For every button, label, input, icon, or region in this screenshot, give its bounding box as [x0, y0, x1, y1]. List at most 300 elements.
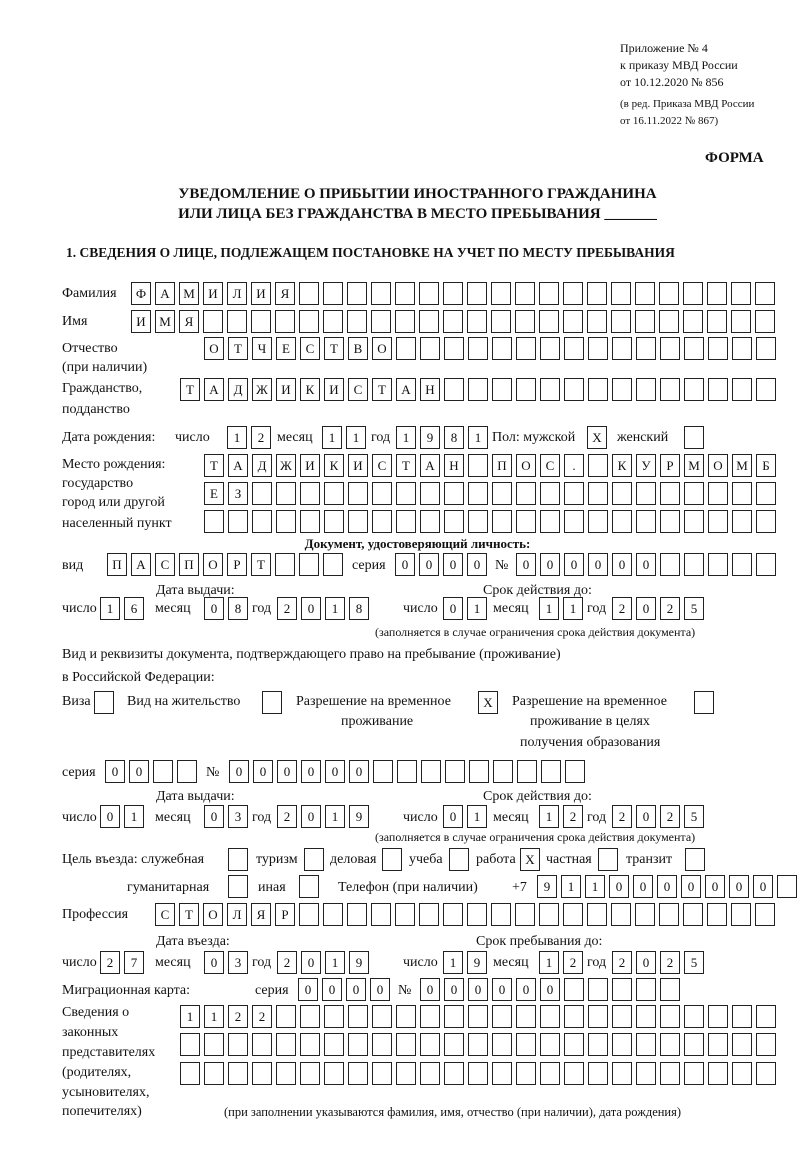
char-box[interactable] [707, 282, 727, 305]
char-box[interactable]: Я [275, 282, 295, 305]
char-box[interactable] [588, 1062, 608, 1085]
id-series-field[interactable] [395, 553, 487, 576]
char-box[interactable]: 1 [180, 1005, 200, 1028]
edu-permit-checkbox[interactable] [694, 691, 714, 714]
char-box[interactable] [517, 760, 537, 783]
residence-checkbox[interactable] [262, 691, 282, 714]
char-box[interactable]: 2 [277, 597, 297, 620]
char-box[interactable] [540, 510, 560, 533]
char-box[interactable] [539, 282, 559, 305]
char-box[interactable] [177, 760, 197, 783]
char-box[interactable] [300, 510, 320, 533]
char-box[interactable] [348, 510, 368, 533]
purpose-transit-checkbox[interactable] [685, 848, 705, 871]
char-box[interactable] [396, 1005, 416, 1028]
char-box[interactable] [372, 1005, 392, 1028]
char-box[interactable] [636, 978, 656, 1001]
char-box[interactable]: Т [180, 378, 200, 401]
char-box[interactable] [732, 553, 752, 576]
char-box[interactable] [467, 903, 487, 926]
char-box[interactable] [396, 482, 416, 505]
char-box[interactable] [444, 378, 464, 401]
char-box[interactable] [491, 903, 511, 926]
char-box[interactable] [180, 1062, 200, 1085]
char-box[interactable] [588, 454, 608, 477]
char-box[interactable]: 2 [228, 1005, 248, 1028]
char-box[interactable] [299, 875, 319, 898]
char-box[interactable] [299, 282, 319, 305]
char-box[interactable]: 0 [516, 978, 536, 1001]
char-box[interactable] [420, 1062, 440, 1085]
char-box[interactable]: 0 [753, 875, 773, 898]
char-box[interactable] [684, 1062, 704, 1085]
char-box[interactable] [708, 1033, 728, 1056]
char-box[interactable] [540, 482, 560, 505]
char-box[interactable]: 6 [124, 597, 144, 620]
char-box[interactable] [612, 482, 632, 505]
char-box[interactable] [324, 1033, 344, 1056]
char-box[interactable] [660, 1005, 680, 1028]
char-box[interactable] [396, 1062, 416, 1085]
char-box[interactable] [516, 1005, 536, 1028]
char-box[interactable] [755, 282, 775, 305]
char-box[interactable] [731, 903, 751, 926]
char-box[interactable] [204, 510, 224, 533]
char-box[interactable]: С [155, 553, 175, 576]
char-box[interactable]: 1 [468, 426, 488, 449]
char-box[interactable] [732, 1062, 752, 1085]
char-box[interactable] [323, 310, 343, 333]
birth-day-field[interactable] [227, 426, 271, 449]
char-box[interactable]: . [564, 454, 584, 477]
purpose-tourism-checkbox[interactable] [304, 848, 324, 871]
char-box[interactable] [588, 482, 608, 505]
char-box[interactable]: И [300, 454, 320, 477]
char-box[interactable]: М [179, 282, 199, 305]
char-box[interactable]: 0 [612, 553, 632, 576]
char-box[interactable] [300, 1005, 320, 1028]
name-field[interactable] [131, 310, 775, 333]
char-box[interactable]: С [300, 337, 320, 360]
char-box[interactable]: 2 [563, 951, 583, 974]
char-box[interactable]: 1 [561, 875, 581, 898]
char-box[interactable] [153, 760, 173, 783]
char-box[interactable] [419, 282, 439, 305]
char-box[interactable]: 1 [539, 805, 559, 828]
char-box[interactable] [756, 553, 776, 576]
char-box[interactable] [731, 282, 751, 305]
char-box[interactable] [324, 1005, 344, 1028]
char-box[interactable]: 0 [301, 597, 321, 620]
char-box[interactable]: А [204, 378, 224, 401]
char-box[interactable]: 0 [467, 553, 487, 576]
char-box[interactable]: О [203, 903, 223, 926]
char-box[interactable]: К [612, 454, 632, 477]
char-box[interactable] [777, 875, 797, 898]
char-box[interactable] [372, 1062, 392, 1085]
char-box[interactable] [444, 1062, 464, 1085]
char-box[interactable]: 0 [492, 978, 512, 1001]
char-box[interactable] [419, 903, 439, 926]
char-box[interactable]: 0 [204, 951, 224, 974]
permit-issue-day-field[interactable] [100, 805, 144, 828]
char-box[interactable] [659, 282, 679, 305]
char-box[interactable]: Б [756, 454, 776, 477]
char-box[interactable]: К [324, 454, 344, 477]
char-box[interactable] [588, 378, 608, 401]
char-box[interactable] [587, 310, 607, 333]
char-box[interactable]: 7 [124, 951, 144, 974]
char-box[interactable] [588, 337, 608, 360]
char-box[interactable] [492, 510, 512, 533]
char-box[interactable] [660, 553, 680, 576]
char-box[interactable] [492, 1062, 512, 1085]
reps-field-1[interactable] [180, 1005, 776, 1028]
char-box[interactable] [444, 482, 464, 505]
char-box[interactable] [587, 903, 607, 926]
citizenship-field[interactable] [180, 378, 776, 401]
char-box[interactable] [493, 760, 513, 783]
char-box[interactable] [756, 1062, 776, 1085]
char-box[interactable]: Ж [252, 378, 272, 401]
char-box[interactable] [684, 426, 704, 449]
char-box[interactable]: 0 [325, 760, 345, 783]
char-box[interactable]: 0 [540, 553, 560, 576]
char-box[interactable] [371, 903, 391, 926]
birthplace-field-3[interactable] [204, 510, 776, 533]
char-box[interactable]: П [179, 553, 199, 576]
char-box[interactable]: 0 [516, 553, 536, 576]
char-box[interactable]: 0 [253, 760, 273, 783]
mig-series-field[interactable] [298, 978, 390, 1001]
char-box[interactable] [396, 510, 416, 533]
char-box[interactable] [635, 310, 655, 333]
char-box[interactable] [372, 510, 392, 533]
char-box[interactable]: 0 [419, 553, 439, 576]
char-box[interactable] [612, 510, 632, 533]
char-box[interactable] [612, 378, 632, 401]
char-box[interactable] [299, 310, 319, 333]
char-box[interactable]: 0 [657, 875, 677, 898]
char-box[interactable]: 8 [228, 597, 248, 620]
char-box[interactable]: 0 [443, 805, 463, 828]
char-box[interactable]: 1 [322, 426, 342, 449]
char-box[interactable] [469, 760, 489, 783]
phone-field[interactable] [537, 875, 797, 898]
char-box[interactable] [204, 1033, 224, 1056]
visa-checkbox[interactable] [94, 691, 114, 714]
char-box[interactable]: 0 [609, 875, 629, 898]
char-box[interactable]: Р [227, 553, 247, 576]
char-box[interactable]: Р [660, 454, 680, 477]
char-box[interactable] [588, 978, 608, 1001]
char-box[interactable] [685, 848, 705, 871]
char-box[interactable] [708, 337, 728, 360]
char-box[interactable] [396, 337, 416, 360]
char-box[interactable]: Д [252, 454, 272, 477]
char-box[interactable] [468, 378, 488, 401]
char-box[interactable]: 0 [636, 805, 656, 828]
char-box[interactable]: 1 [467, 597, 487, 620]
char-box[interactable] [420, 510, 440, 533]
char-box[interactable] [636, 510, 656, 533]
char-box[interactable] [564, 482, 584, 505]
char-box[interactable]: И [251, 282, 271, 305]
permit-issue-year-field[interactable] [277, 805, 369, 828]
char-box[interactable] [347, 903, 367, 926]
permit-valid-month-field[interactable] [539, 805, 583, 828]
char-box[interactable] [324, 510, 344, 533]
char-box[interactable]: 0 [443, 597, 463, 620]
char-box[interactable] [276, 510, 296, 533]
char-box[interactable] [612, 1005, 632, 1028]
char-box[interactable] [612, 1033, 632, 1056]
char-box[interactable] [449, 848, 469, 871]
char-box[interactable] [516, 378, 536, 401]
char-box[interactable] [612, 978, 632, 1001]
char-box[interactable]: 9 [467, 951, 487, 974]
char-box[interactable]: М [732, 454, 752, 477]
char-box[interactable] [262, 691, 282, 714]
char-box[interactable]: Р [275, 903, 295, 926]
entry-month-field[interactable] [204, 951, 248, 974]
char-box[interactable]: 0 [468, 978, 488, 1001]
char-box[interactable]: М [684, 454, 704, 477]
char-box[interactable] [684, 1033, 704, 1056]
char-box[interactable]: М [155, 310, 175, 333]
char-box[interactable]: Я [251, 903, 271, 926]
char-box[interactable] [443, 310, 463, 333]
char-box[interactable] [324, 482, 344, 505]
permit-issue-month-field[interactable] [204, 805, 248, 828]
char-box[interactable]: 1 [124, 805, 144, 828]
char-box[interactable] [299, 903, 319, 926]
char-box[interactable] [395, 282, 415, 305]
purpose-work-checkbox[interactable] [520, 848, 540, 871]
char-box[interactable] [707, 310, 727, 333]
char-box[interactable]: 2 [563, 805, 583, 828]
char-box[interactable] [660, 1062, 680, 1085]
char-box[interactable]: 1 [563, 597, 583, 620]
char-box[interactable] [228, 875, 248, 898]
char-box[interactable] [468, 1005, 488, 1028]
char-box[interactable] [492, 482, 512, 505]
char-box[interactable] [94, 691, 114, 714]
char-box[interactable]: 0 [443, 553, 463, 576]
char-box[interactable]: 1 [325, 805, 345, 828]
char-box[interactable]: 0 [301, 805, 321, 828]
char-box[interactable] [540, 1033, 560, 1056]
char-box[interactable]: 0 [636, 951, 656, 974]
char-box[interactable] [300, 1033, 320, 1056]
char-box[interactable] [660, 378, 680, 401]
entry-day-field[interactable] [100, 951, 144, 974]
char-box[interactable] [708, 482, 728, 505]
char-box[interactable] [564, 978, 584, 1001]
char-box[interactable]: Т [324, 337, 344, 360]
char-box[interactable] [420, 337, 440, 360]
char-box[interactable] [684, 510, 704, 533]
birth-month-field[interactable] [322, 426, 366, 449]
char-box[interactable]: 0 [729, 875, 749, 898]
char-box[interactable]: 5 [684, 805, 704, 828]
char-box[interactable]: Я [179, 310, 199, 333]
sex-male-checkbox[interactable] [587, 426, 607, 449]
char-box[interactable] [324, 1062, 344, 1085]
char-box[interactable]: С [155, 903, 175, 926]
char-box[interactable] [300, 482, 320, 505]
char-box[interactable] [612, 337, 632, 360]
char-box[interactable]: 2 [612, 805, 632, 828]
char-box[interactable]: А [420, 454, 440, 477]
char-box[interactable] [659, 310, 679, 333]
purpose-official-checkbox[interactable] [228, 848, 248, 871]
char-box[interactable] [756, 1033, 776, 1056]
char-box[interactable] [694, 691, 714, 714]
char-box[interactable]: 0 [636, 597, 656, 620]
sex-female-checkbox[interactable] [684, 426, 704, 449]
char-box[interactable] [180, 1033, 200, 1056]
char-box[interactable] [443, 282, 463, 305]
char-box[interactable]: 3 [228, 951, 248, 974]
char-box[interactable] [636, 1005, 656, 1028]
id-issue-month-field[interactable] [204, 597, 248, 620]
char-box[interactable] [612, 1062, 632, 1085]
char-box[interactable]: А [396, 378, 416, 401]
char-box[interactable] [635, 903, 655, 926]
char-box[interactable] [203, 310, 223, 333]
char-box[interactable] [492, 1033, 512, 1056]
char-box[interactable] [276, 1033, 296, 1056]
char-box[interactable] [468, 1062, 488, 1085]
id-issue-year-field[interactable] [277, 597, 369, 620]
char-box[interactable]: О [516, 454, 536, 477]
char-box[interactable] [684, 553, 704, 576]
id-valid-year-field[interactable] [612, 597, 704, 620]
char-box[interactable]: 9 [349, 805, 369, 828]
char-box[interactable] [371, 310, 391, 333]
char-box[interactable]: 0 [564, 553, 584, 576]
char-box[interactable]: 2 [612, 951, 632, 974]
char-box[interactable] [684, 482, 704, 505]
permit-series-field[interactable] [105, 760, 197, 783]
char-box[interactable] [323, 282, 343, 305]
permit-valid-year-field[interactable] [612, 805, 704, 828]
char-box[interactable]: О [372, 337, 392, 360]
char-box[interactable]: П [107, 553, 127, 576]
birthplace-field-2[interactable] [204, 482, 776, 505]
char-box[interactable] [756, 1005, 776, 1028]
char-box[interactable] [756, 378, 776, 401]
char-box[interactable] [492, 1005, 512, 1028]
char-box[interactable] [611, 903, 631, 926]
char-box[interactable] [683, 282, 703, 305]
reps-field-3[interactable] [180, 1062, 776, 1085]
char-box[interactable] [732, 1033, 752, 1056]
char-box[interactable]: Т [396, 454, 416, 477]
char-box[interactable] [204, 1062, 224, 1085]
stay-month-field[interactable] [539, 951, 583, 974]
char-box[interactable]: 1 [585, 875, 605, 898]
char-box[interactable]: Н [444, 454, 464, 477]
char-box[interactable]: И [324, 378, 344, 401]
char-box[interactable] [395, 310, 415, 333]
char-box[interactable] [516, 1062, 536, 1085]
char-box[interactable]: 0 [229, 760, 249, 783]
char-box[interactable] [611, 282, 631, 305]
char-box[interactable] [731, 310, 751, 333]
char-box[interactable] [732, 337, 752, 360]
char-box[interactable] [587, 282, 607, 305]
char-box[interactable] [635, 282, 655, 305]
char-box[interactable] [683, 903, 703, 926]
birth-year-field[interactable] [396, 426, 488, 449]
char-box[interactable] [396, 1033, 416, 1056]
char-box[interactable] [491, 310, 511, 333]
char-box[interactable] [515, 310, 535, 333]
purpose-other-checkbox[interactable] [299, 875, 319, 898]
char-box[interactable]: 9 [349, 951, 369, 974]
char-box[interactable] [228, 1033, 248, 1056]
char-box[interactable] [468, 510, 488, 533]
char-box[interactable]: Д [228, 378, 248, 401]
char-box[interactable] [372, 1033, 392, 1056]
char-box[interactable]: 0 [540, 978, 560, 1001]
stay-day-field[interactable] [443, 951, 487, 974]
char-box[interactable] [444, 1033, 464, 1056]
purpose-private-checkbox[interactable] [598, 848, 618, 871]
char-box[interactable] [564, 510, 584, 533]
char-box[interactable] [491, 282, 511, 305]
char-box[interactable] [732, 510, 752, 533]
temp-permit-checkbox[interactable] [478, 691, 498, 714]
char-box[interactable]: О [204, 337, 224, 360]
char-box[interactable]: С [540, 454, 560, 477]
char-box[interactable]: 0 [298, 978, 318, 1001]
char-box[interactable]: А [131, 553, 151, 576]
char-box[interactable] [660, 482, 680, 505]
char-box[interactable] [540, 1005, 560, 1028]
char-box[interactable]: 1 [539, 951, 559, 974]
char-box[interactable] [564, 1062, 584, 1085]
char-box[interactable]: X [587, 426, 607, 449]
char-box[interactable]: Е [276, 337, 296, 360]
char-box[interactable]: 0 [105, 760, 125, 783]
char-box[interactable]: 0 [129, 760, 149, 783]
char-box[interactable] [540, 378, 560, 401]
char-box[interactable] [420, 1005, 440, 1028]
char-box[interactable]: Т [179, 903, 199, 926]
char-box[interactable] [564, 1005, 584, 1028]
char-box[interactable]: Ф [131, 282, 151, 305]
char-box[interactable] [420, 482, 440, 505]
char-box[interactable] [252, 1033, 272, 1056]
char-box[interactable]: 1 [204, 1005, 224, 1028]
char-box[interactable] [515, 282, 535, 305]
char-box[interactable] [445, 760, 465, 783]
char-box[interactable] [372, 482, 392, 505]
char-box[interactable] [467, 310, 487, 333]
char-box[interactable]: 0 [588, 553, 608, 576]
char-box[interactable]: В [348, 337, 368, 360]
char-box[interactable] [756, 482, 776, 505]
char-box[interactable]: О [708, 454, 728, 477]
char-box[interactable]: 0 [370, 978, 390, 1001]
char-box[interactable] [468, 1033, 488, 1056]
char-box[interactable] [516, 337, 536, 360]
char-box[interactable] [756, 510, 776, 533]
char-box[interactable]: 1 [539, 597, 559, 620]
